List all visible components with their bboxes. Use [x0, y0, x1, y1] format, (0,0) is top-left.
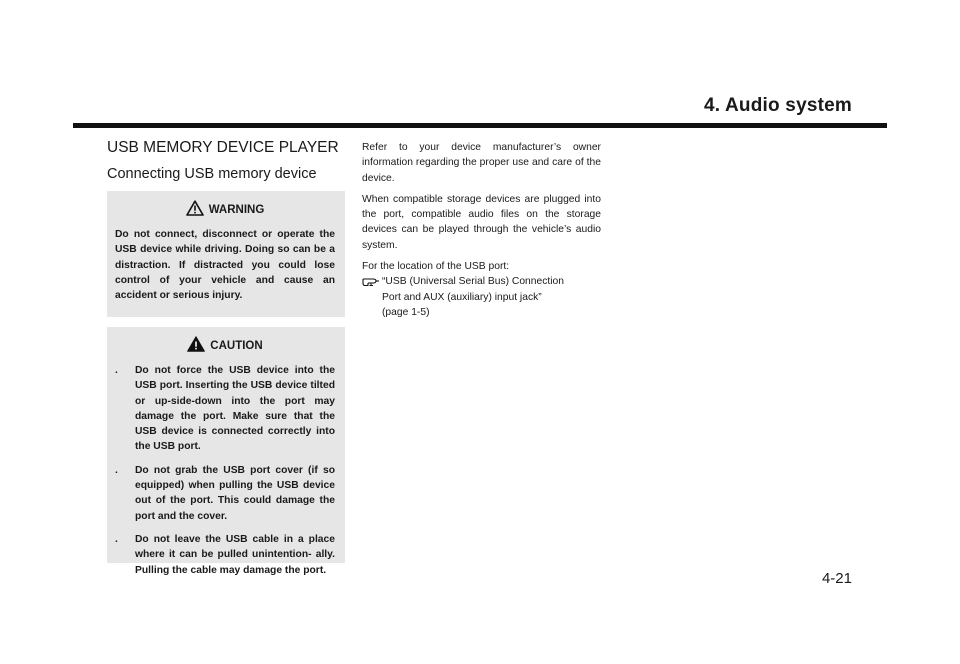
bullet: . — [115, 464, 118, 476]
page-reference[interactable] — [362, 274, 601, 320]
caution-item — [115, 363, 335, 455]
caution-item-text: Do not force the USB device into the USB port. Inserting the USB device tilted or up-side-down into the port may damage the port. Make sure that the USB device is connected correctly into the USB port. — [135, 365, 335, 453]
page-number: 4-21 — [821, 570, 852, 587]
caution-label: CAUTION — [210, 339, 263, 352]
caution-list — [115, 363, 335, 578]
warning-label: WARNING — [208, 203, 265, 216]
warning-text: Do not connect, disconnect or operate the USB device while driving. Doing so can be a distraction. If distracted you could lose control of your vehicle and cause an accident or serious injury. — [115, 229, 335, 302]
reference-page: (page 1-5) — [382, 306, 430, 318]
chapter-title: 4. Audio system — [703, 95, 852, 116]
caution-item — [115, 532, 335, 578]
paragraph: Refer to your device manufacturer’s owner information regarding the proper use and care of the device. — [362, 142, 601, 184]
section-title: USB MEMORY DEVICE PLAYER — [107, 139, 339, 156]
sub-title: Connecting USB memory device — [107, 166, 317, 182]
paragraph: When compatible storage devices are plugged into the port, compatible audio files on the storage devices can be played through the vehicle’s audio system. — [362, 193, 601, 251]
warning-header — [115, 200, 335, 219]
caution-item-text: Do not grab the USB port cover (if so equipped) when pulling the USB device out of the port. This could damage the port and the cover. — [135, 464, 335, 522]
caution-header — [115, 336, 335, 355]
right-column — [362, 140, 601, 320]
caution-item-text: Do not leave the USB cable in a place where it can be pulled unintention- ally. Pulling the cable may damage the port. — [135, 533, 335, 576]
warning-triangle-icon — [186, 200, 209, 219]
header-rule — [73, 123, 887, 128]
paragraph: For the location of the USB port: — [362, 261, 510, 273]
reference-line: “USB (Universal Serial Bus) Connection — [382, 276, 564, 288]
warning-triangle-icon — [187, 336, 210, 355]
warning-box — [107, 191, 345, 317]
bullet: . — [115, 533, 118, 545]
caution-item — [115, 463, 335, 524]
reference-line: Port and AUX (auxiliary) input jack” — [382, 291, 542, 303]
left-column — [107, 139, 345, 576]
caution-box — [107, 327, 345, 576]
pointing-hand-icon — [362, 275, 380, 292]
bullet: . — [115, 365, 118, 376]
